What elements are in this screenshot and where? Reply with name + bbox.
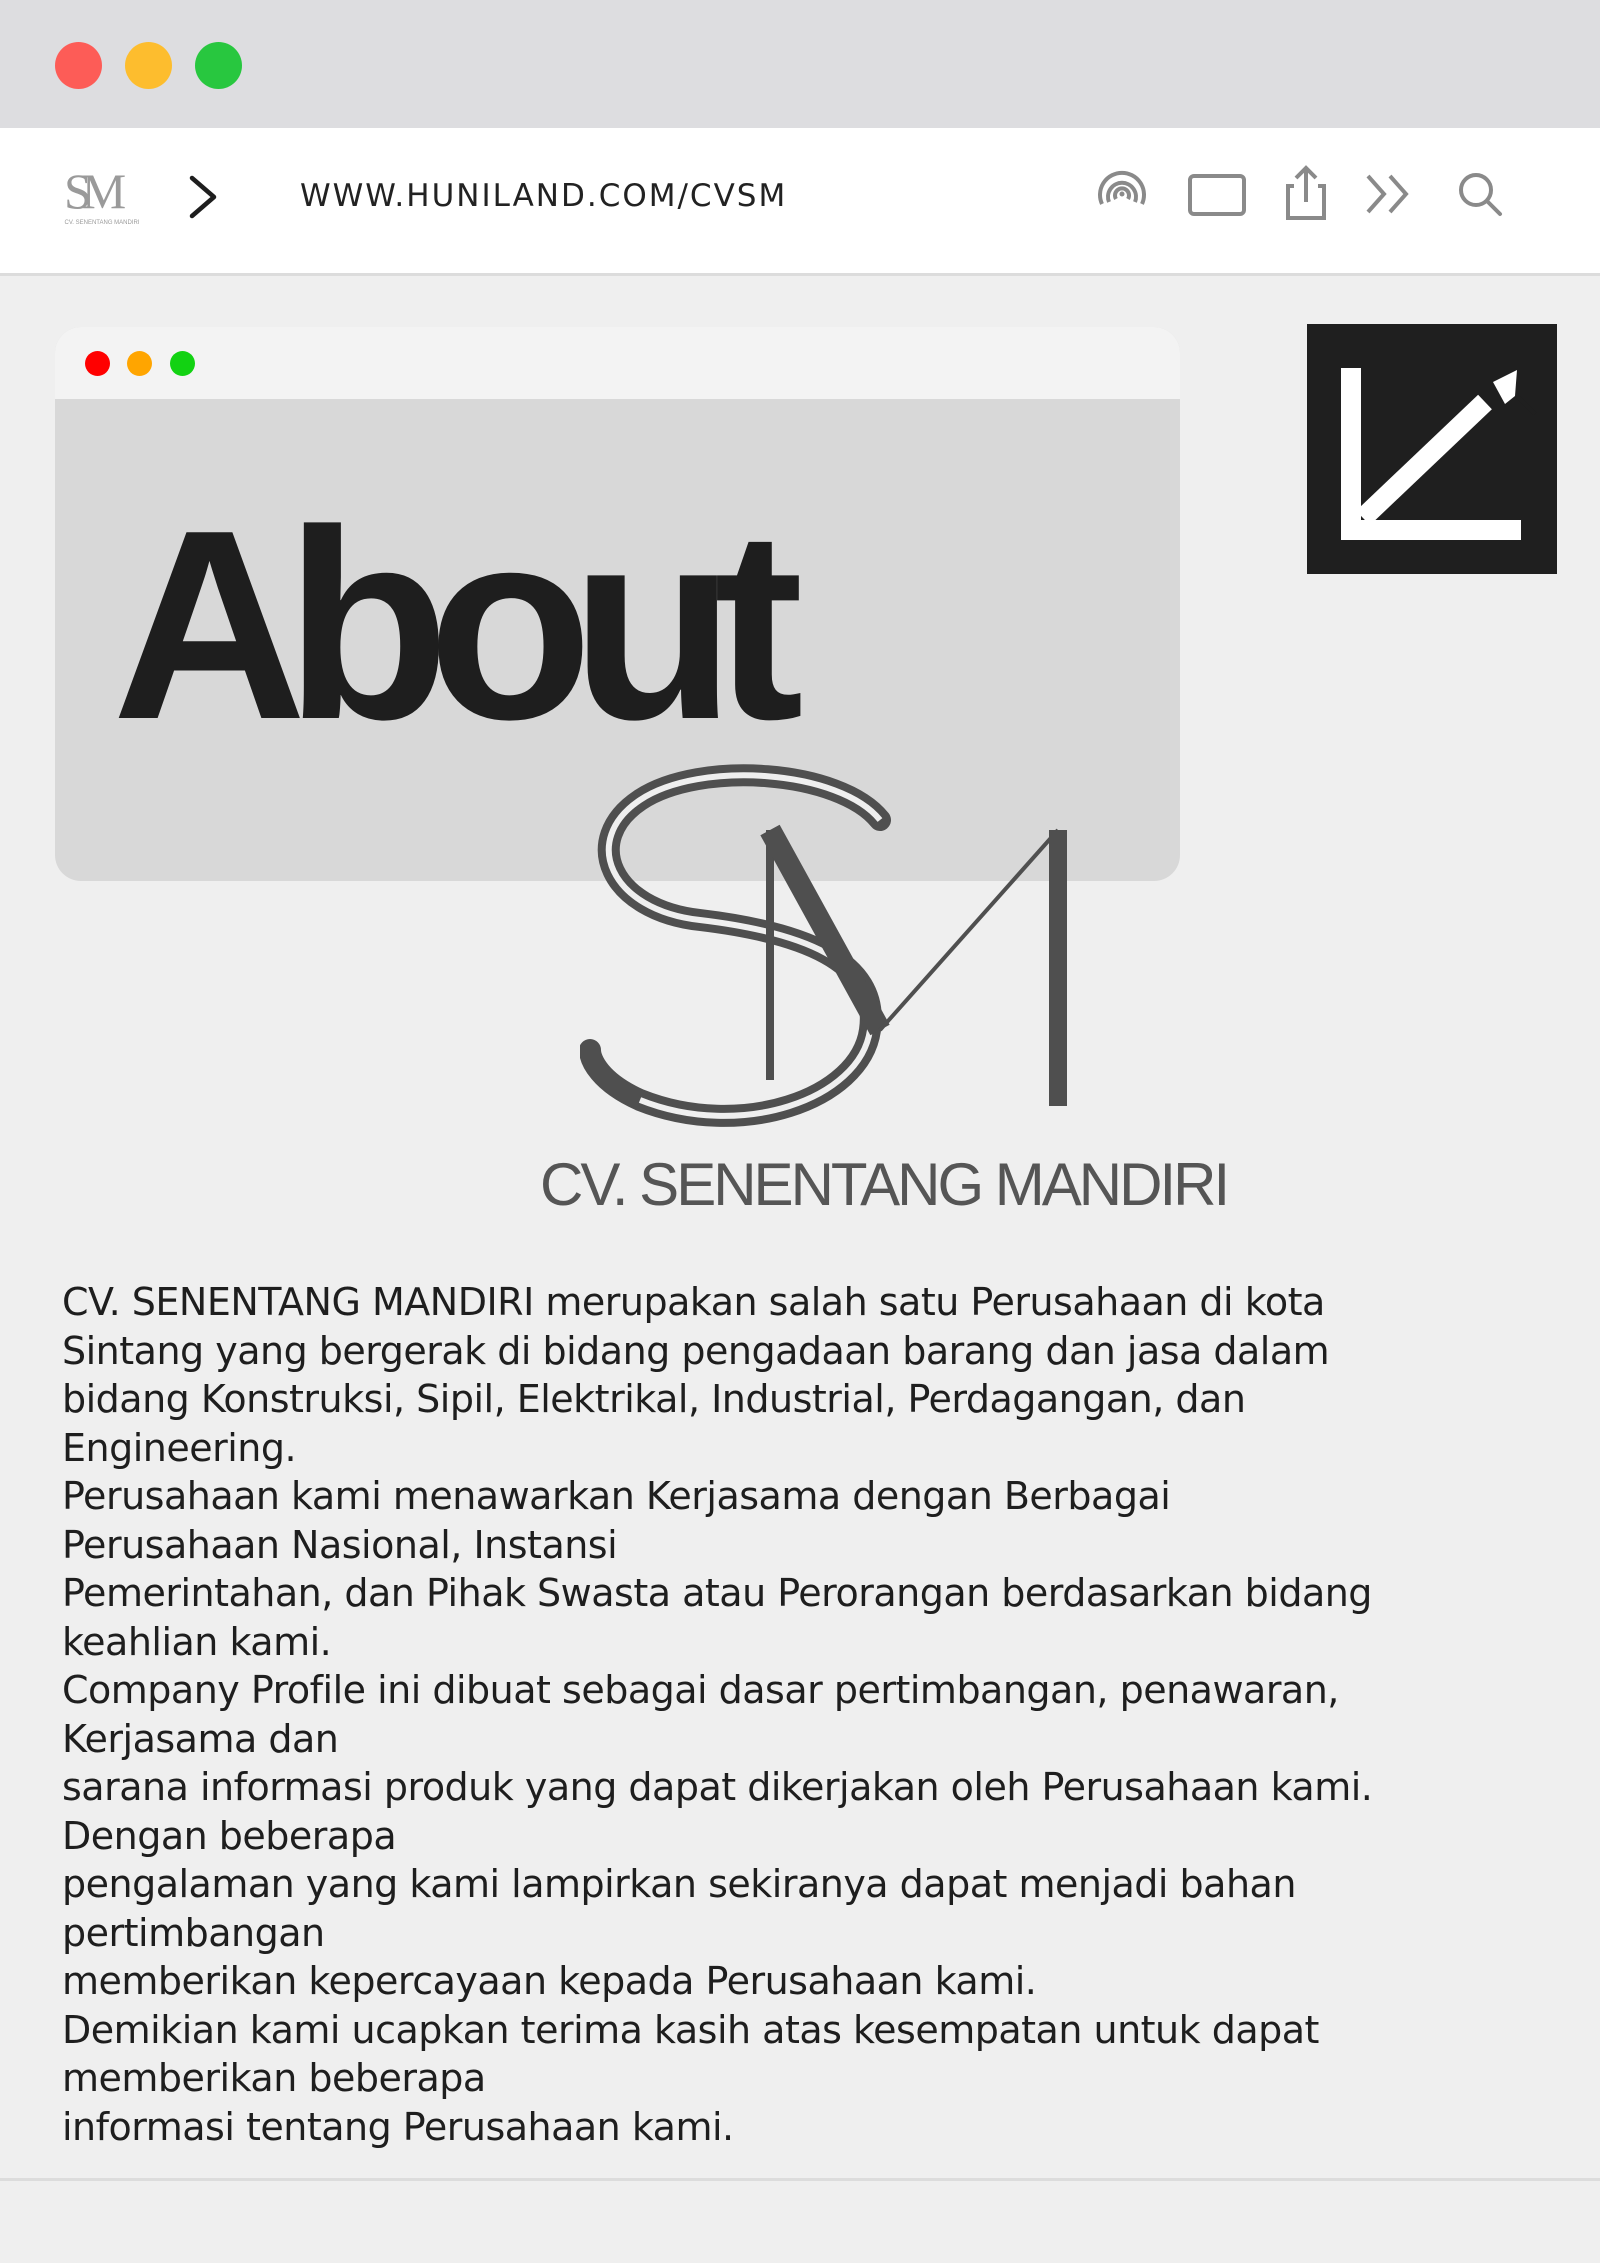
company-logo-icon	[580, 760, 1080, 1140]
maximize-window-button[interactable]	[195, 42, 242, 89]
about-line: Sintang yang bergerak di bidang pengadaan barang dan jasa dalam	[62, 1328, 1330, 1373]
about-window-titlebar	[55, 327, 1180, 399]
address-url[interactable]: WWW.HUNILAND.COM/CVSM	[300, 178, 788, 214]
about-line: memberikan kepercayaan kepada Perusahaan kami.	[62, 1959, 1037, 2003]
site-logo-caption: CV. SENENTANG MANDIRI	[64, 220, 140, 226]
about-description	[62, 1278, 1552, 2151]
minimize-window-button[interactable]	[125, 42, 172, 89]
page-title: About	[112, 475, 782, 776]
company-logo-caption: CV. SENENTANG MANDIRI	[540, 1151, 1228, 1218]
arrow-down-left-icon[interactable]	[1307, 324, 1557, 574]
about-line: memberikan beberapa	[62, 2056, 486, 2100]
search-icon[interactable]	[1450, 164, 1510, 224]
about-window-minimize-dot	[127, 351, 152, 376]
about-line: Company Profile ini dibuat sebagai dasar pertimbangan, penawaran,	[62, 1668, 1339, 1712]
about-line: sarana informasi produk yang dapat dikerjakan oleh Perusahaan kami.	[62, 1765, 1373, 1809]
chevron-right-icon[interactable]	[186, 174, 220, 220]
window-title-bar	[0, 0, 1600, 128]
about-window-maximize-dot	[170, 351, 195, 376]
about-line: Demikian kami ucapkan terima kasih atas kesempatan untuk dapat	[62, 2007, 1319, 2052]
bottom-divider	[0, 2178, 1600, 2181]
about-line: CV. SENENTANG MANDIRI merupakan salah satu Perusahaan di kota	[62, 1280, 1325, 1324]
about-line: Dengan beberapa	[62, 1813, 397, 1858]
about-line: informasi tentang Perusahaan kami.	[62, 2104, 734, 2149]
tabs-icon[interactable]	[1188, 164, 1248, 224]
svg-text:SM: SM	[64, 163, 117, 219]
about-line: Engineering.	[62, 1425, 297, 1470]
about-line: Kerjasama dan	[62, 1716, 339, 1761]
about-line: keahlian kami.	[62, 1619, 332, 1664]
share-icon[interactable]	[1276, 164, 1336, 224]
airdrop-icon[interactable]	[1092, 164, 1152, 224]
about-line: Perusahaan Nasional, Instansi	[62, 1522, 618, 1567]
about-line: pertimbangan	[62, 1910, 325, 1955]
site-logo-icon[interactable]	[56, 160, 148, 228]
about-line: Perusahaan kami menawarkan Kerjasama dengan Berbagai	[62, 1474, 1171, 1518]
about-line: Pemerintahan, dan Pihak Swasta atau Perorangan berdasarkan bidang	[62, 1571, 1372, 1615]
forward-icon[interactable]	[1360, 164, 1420, 224]
about-window-close-dot	[85, 351, 110, 376]
close-window-button[interactable]	[55, 42, 102, 89]
about-line: bidang Konstruksi, Sipil, Elektrikal, Industrial, Perdagangan, dan	[62, 1377, 1246, 1421]
about-line: pengalaman yang kami lampirkan sekiranya dapat menjadi bahan	[62, 1862, 1296, 1906]
